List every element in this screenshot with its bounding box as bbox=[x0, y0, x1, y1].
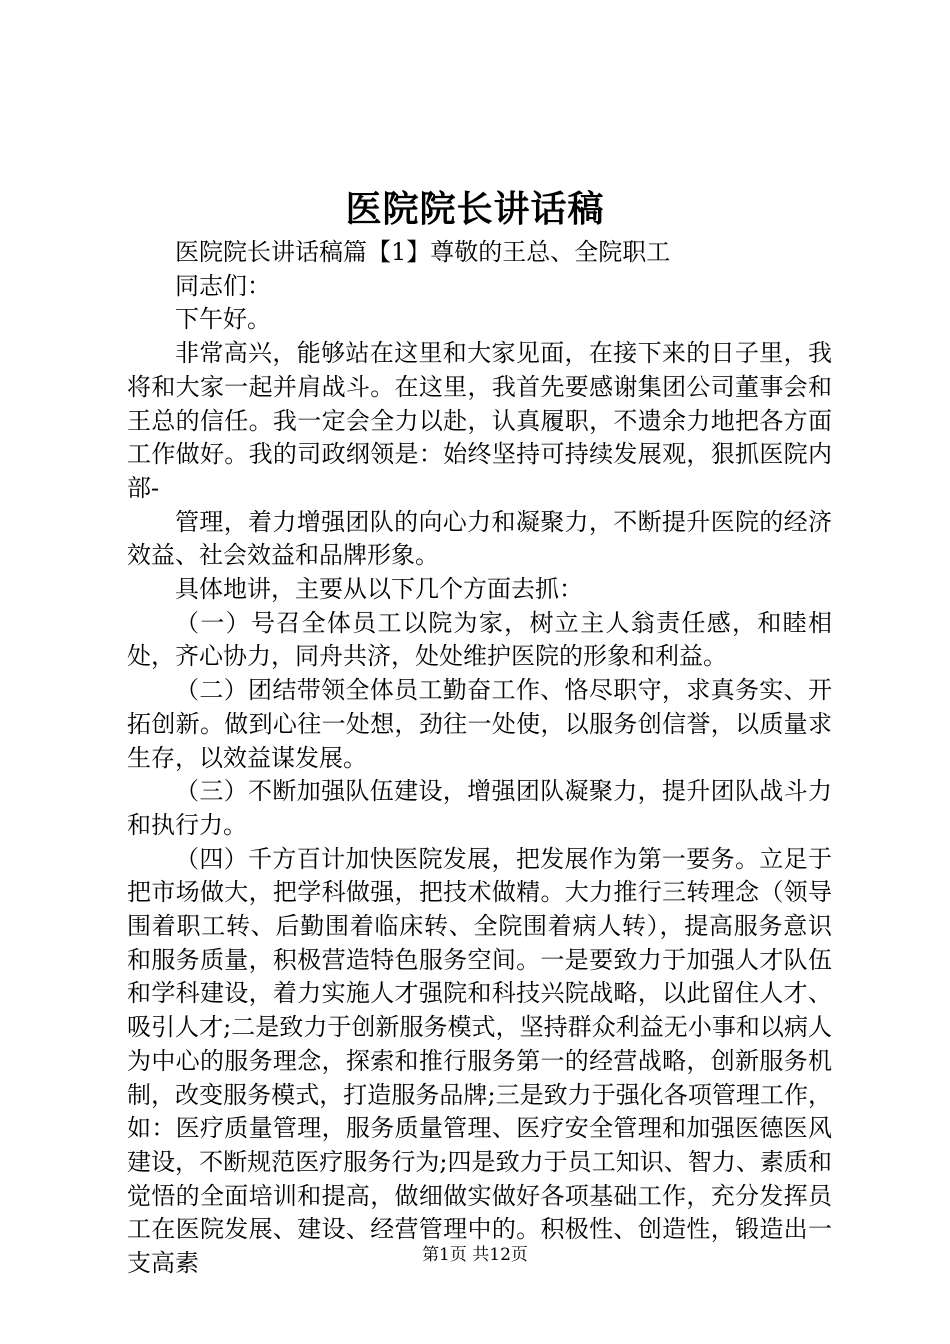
paragraph: 同志们： bbox=[175, 271, 271, 300]
paragraph: 下午好。 bbox=[175, 305, 271, 334]
document-body bbox=[127, 236, 832, 1281]
paragraph: 管理，着力增强团队的向心力和凝聚力，不断提升医院的经济效益、社会效益和品牌形象。 bbox=[127, 507, 832, 570]
paragraph: （二）团结带领全体员工勤奋工作、恪尽职守，求真务实、开拓创新。做到心往一处想，劲往一处使，以服务创信誉，以质量求生存，以效益谋发展。 bbox=[127, 676, 832, 772]
page-number: 第1页 共12页 bbox=[422, 1245, 528, 1265]
paragraph: （一）号召全体员工以院为家，树立主人翁责任感，和睦相处，齐心协力，同舟共济，处处维护医院的形象和利益。 bbox=[127, 608, 832, 671]
paragraph: 具体地讲，主要从以下几个方面去抓： bbox=[175, 575, 583, 604]
paragraph: （四）千方百计加快医院发展，把发展作为第一要务。立足于把市场做大，把学科做强，把技术做精。大力推行三转理念（领导围着职工转、后勤围着临床转、全院围着病人转），提高服务意识和服务质量，积极营造特色服务空间。一是要致力于加强人才队伍和学科建设，着力实施人才强院和科技兴院战略，以此留住人才、吸引人才;二是致力于创新服务模式，坚持群众利益无小事和以病人为中心的服务理念，探索和推行服务第一的经营战略，创新服务机制，改变服务模式，打造服务品牌;三是致力于强化各项管理工作，如：医疗质量管理，服务质量管理、医疗安全管理和加强医德医风建设，不断规范医疗服务行为;四是致力于员工知识、智力、素质和觉悟的全面培训和提高，做细做实做好各项基础工作，充分发挥员工在医院发展、建设、经营管理中的。积极性、创造性，锻造出一支高素 bbox=[127, 844, 832, 1278]
paragraph: 非常高兴，能够站在这里和大家见面，在接下来的日子里，我将和大家一起并肩战斗。在这里，我首先要感谢集团公司董事会和王总的信任。我一定会全力以赴，认真履职，不遗余力地把各方面工作做好。我的司政纲领是：始终坚持可持续发展观，狠抓医院内部- bbox=[127, 339, 832, 502]
paragraph: （三）不断加强队伍建设，增强团队凝聚力，提升团队战斗力和执行力。 bbox=[127, 777, 832, 839]
document-title: 医院院长讲话稿 bbox=[345, 188, 605, 230]
paragraph: 医院院长讲话稿篇【1】尊敬的王总、全院职工 bbox=[175, 238, 671, 266]
